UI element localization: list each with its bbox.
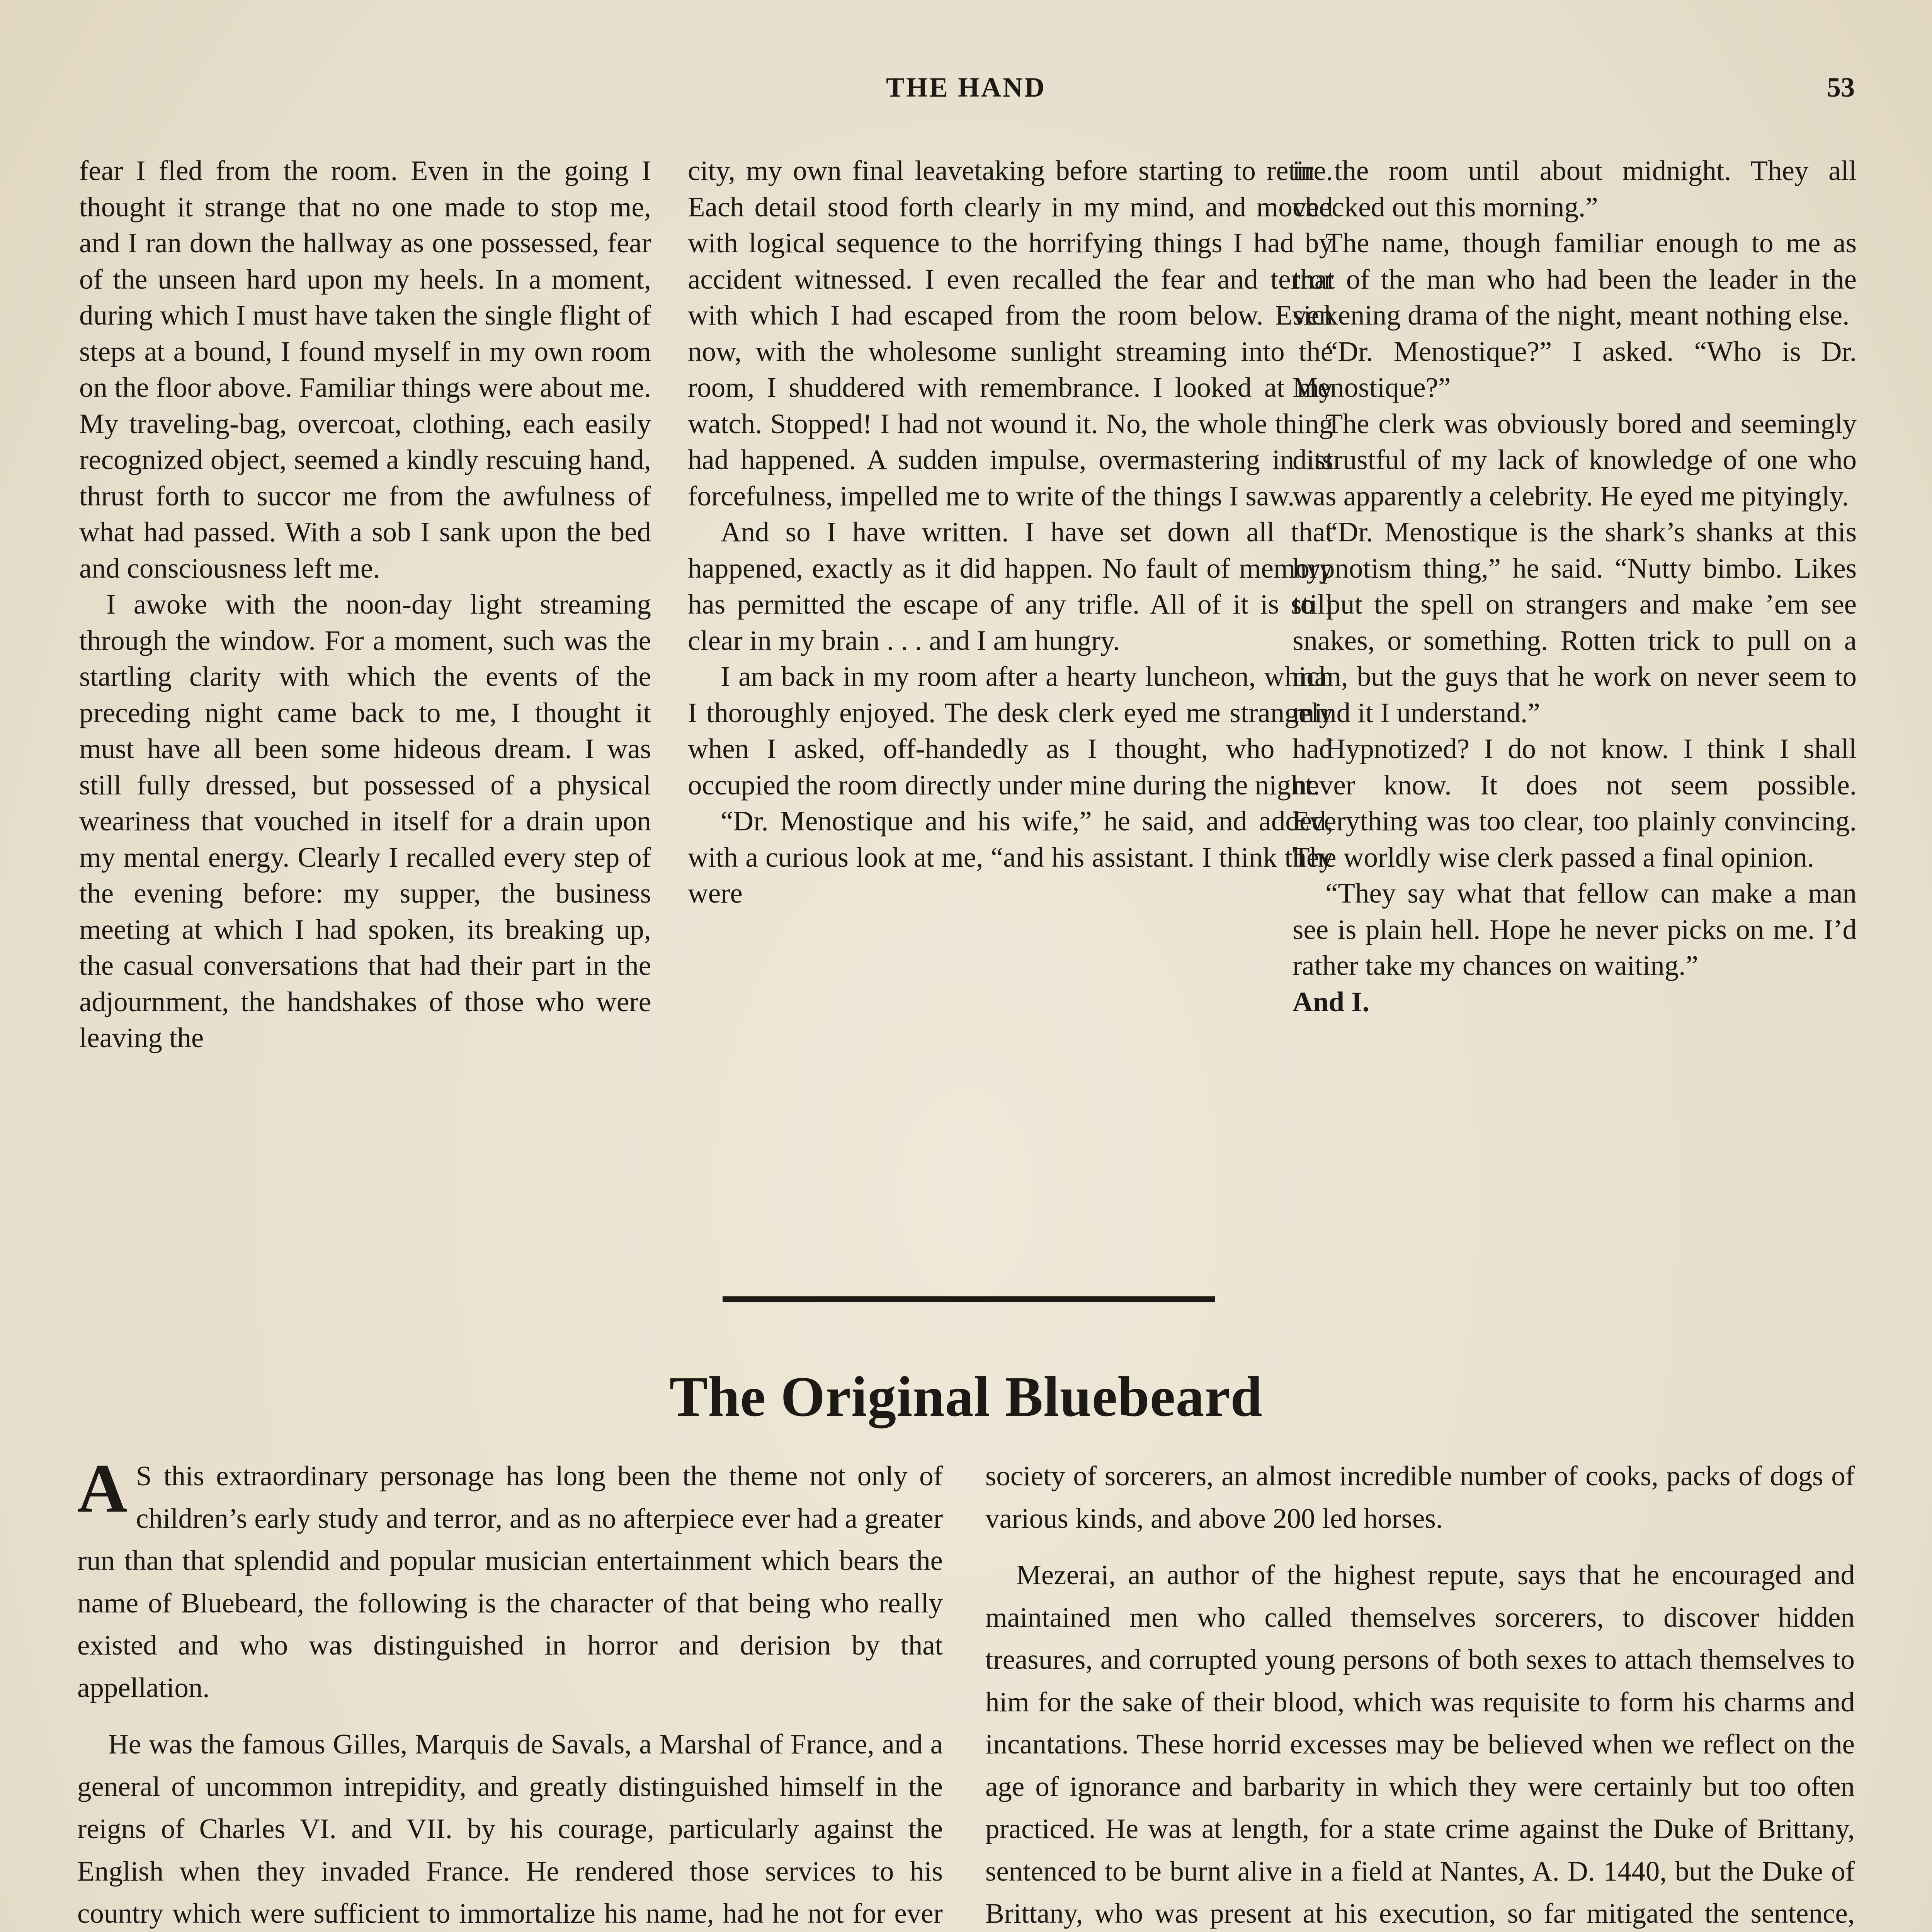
paragraph: “They say what that fellow can make a man see is plain hell. Hope he never picks on me. I’d rather take my chances on waiting.”: [1293, 878, 1857, 981]
paragraph: “Dr. Menostique is the shark’s shanks at this hypnotism thing,” he said. “Nutty bimbo. Likes to put the spell on strangers and make ’em see snakes, or something. Rotten trick to pull on a man, but the guys that he work on never seem to mind it I understand.”: [1293, 516, 1857, 728]
story-signoff: And I.: [1293, 986, 1369, 1017]
paragraph: And so I have written. I have set down all that happened, exactly as it did happen. No fault of memory has permitted the escape of any trifle. All of it is still clear in my brain . . . and I am hungry.: [688, 516, 1333, 656]
story-column-1: [79, 153, 651, 1242]
article-column-1: [77, 1450, 943, 1932]
story-column-2: [688, 153, 1333, 1242]
lead-paragraph: [77, 1450, 943, 1709]
article-body: [77, 1450, 1855, 1932]
running-head: [77, 71, 1855, 106]
running-title: THE HAND: [886, 72, 1046, 103]
article-column-2: [985, 1455, 1855, 1932]
article-title: The Original Bluebeard: [669, 1365, 1263, 1429]
paragraph: The name, though familiar enough to me as that of the man who had been the leader in the sickening drama of the night, meant nothing else.: [1293, 227, 1857, 331]
paragraph: I am back in my room after a hearty luncheon, which I thoroughly enjoyed. The desk clerk eyed me strangely when I asked, off-handedly as I thought, who had occupied the room directly under mine during the night.: [688, 661, 1333, 801]
paragraph: Hypnotized? I do not know. I think I shall never know. It does not seem possible. Everything was too clear, too plainly convincing. The worldly wise clerk passed a final opinion.: [1293, 733, 1857, 873]
lead-paragraph-text: S this extraordinary personage has long been the theme not only of children’s early study and terror, and as no afterpiece ever had a greater run than that splendid and popular musician entertainment which bears the name of Bluebeard, the following is the character of that being who really existed and who was distinguished in horror and derision by that appellation.: [77, 1460, 943, 1703]
paragraph: “Dr. Menostique?” I asked. “Who is Dr. Menostique?”: [1293, 335, 1857, 403]
paragraph: I awoke with the noon-day light streaming through the window. For a moment, such was the startling clarity with which the events of the preceding night came back to me, I thought it must have all been some hideous dream. I was still fully dressed, but possessed of a physical weariness that vouched in itself for a drain upon my mental energy. Clearly I recalled every step of the evening before: my supper, the business meeting at which I had spoken, its breaking up, the casual conversations that had their part in the adjournment, the handshakes of those who were leaving the: [79, 588, 651, 1053]
drop-cap: A: [77, 1450, 128, 1527]
paragraph: The clerk was obviously bored and seemingly distrustful of my lack of knowledge of one who was apparently a celebrity. He eyed me pityingly.: [1293, 408, 1857, 512]
paragraph: in the room until about midnight. They all checked out this morning.”: [1293, 155, 1857, 223]
page-number: 53: [1827, 72, 1855, 103]
paragraph: fear I fled from the room. Even in the going I thought it strange that no one made to stop me, and I ran down the hallway as one possessed, fear of the unseen hard upon my heels. In a moment, during which I must have taken the single flight of steps at a bound, I found myself in my own room on the floor above. Familiar things were about me. My traveling-bag, overcoat, clothing, each easily recognized object, seemed a kindly rescuing hand, thrust forth to succor me from the awfulness of what had passed. With a sob I sank upon the bed and consciousness left me.: [79, 155, 651, 584]
story-column-3: [1293, 153, 1857, 1242]
paragraph: city, my own final leavetaking before starting to retire. Each detail stood forth clearly in my mind, and moved with logical sequence to the horrifying things I had by accident witnessed. I even recalled the fear and terror with which I had escaped from the room below. Even now, with the wholesome sunlight streaming into the room, I shuddered with remembrance. I looked at my watch. Stopped! I had not wound it. No, the whole thing had happened. A sudden impulse, overmastering in its forcefulness, impelled me to write of the things I saw.: [688, 155, 1333, 512]
paragraph: “Dr. Menostique and his wife,” he said, and added, with a curious look at me, “and his assistant. I think they were: [688, 805, 1333, 909]
paragraph: society of sorcerers, an almost incredible number of cooks, packs of dogs of various kinds, and above 200 led horses.: [985, 1460, 1855, 1534]
section-divider: [723, 1296, 1215, 1302]
story-continuation: [79, 153, 1857, 1242]
paragraph: He was the famous Gilles, Marquis de Savals, a Marshal of France, and a general of uncommon intrepidity, and greatly distinguished himself in the reigns of Charles VI. and VII. by his courage, particularly against the English when they invaded France. He rendered those services to his country which were sufficient to immortalize his name, had he not for ever: [77, 1728, 943, 1929]
paragraph: Mezerai, an author of the highest repute, says that he encouraged and maintained men who called themselves sorcerers, to discover hidden treasures, and corrupted young persons of both sexes to attach themselves to him for the sake of their blood, which was requisite to form his charms and incantations. These horrid excesses may be believed when we reflect on the age of ignorance and barbarity in which they were certainly but too often practiced. He was at length, for a state crime against the Duke of Brittany, sentenced to be burnt alive in a field at Nantes, A. D. 1440, but the Duke of Brittany, who was present at his execution, so far mitigated the sentence,: [985, 1559, 1855, 1929]
